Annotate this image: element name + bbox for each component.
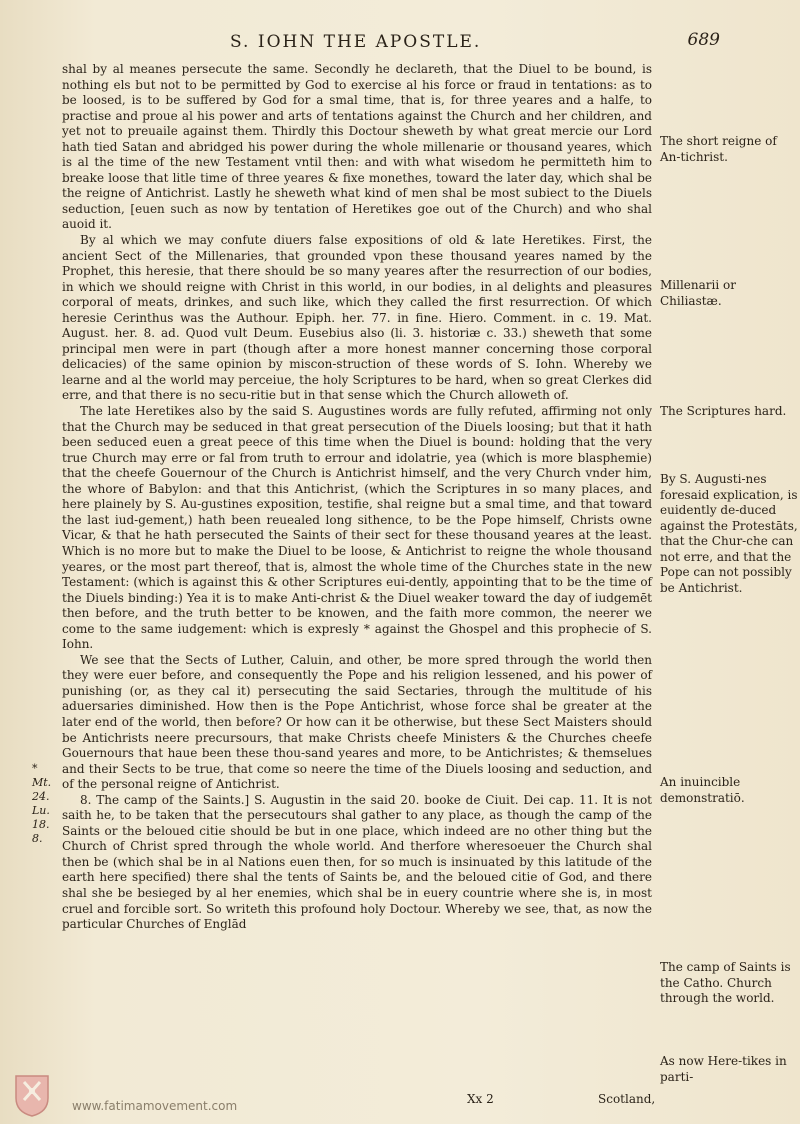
page-header bbox=[60, 30, 720, 60]
margin-note-augustines-explication: By S. Augusti-nes foresaid explication, is euidently de-duced against the Protestāts, that the Chur-che can not erre, and that the Pope can not possibly be Antichrist. bbox=[660, 472, 798, 595]
paragraph-2: By al which we may confute diuers false expositions of old & late Heretikes. First, the ancient Sect of the Millenaries, that grounded vpon these thousand yeares named by the Prophet, this heresie, that there should be so many yeares after the resurrection of our bodies, in which we should reigne with Christ in this world, in our bodies, in al delights and pleasures corporal of meats, drinkes, and such like, which they called the first resurrection. Of which heresie Cerinthus was the Authour. Epiph. her. 77. in fine. Hiero. Comment. in c. 19. Mat. August. her. 8. ad. Quod vult Deum. Eusebius also (li. 3. historiæ c. 33.) sheweth that some principal men were in part (though after a more honest manner concerning those corporal delicacies) of the same opinion by miscon-struction of these words of S. Iohn. Whereby we learne and al the world may perceiue, the holy Scriptures to be hard, when so great Clerkes did erre, and that there is no secu-ritie but in that sense which the Church alloweth of. bbox=[62, 233, 652, 403]
paragraph-3: The late Heretikes also by the said S. Augustines words are fully refuted, affirming not only that the Church may be seduced in that great persecution of the Diuels loosing; but that it hath been seduced euen a great peece of this time when the Diuel is bound: holding that the very true Church may erre or fal from truth to errour and idolatrie, yea (which is more blasphemie) that the cheefe Gouernour of the Church is Antichrist himself, and the very Church vnder him, the whore of Babylon: and that this Antichrist, (which the Scriptures in so many places, and here plainely by S. Au-gustines exposition, testifie, shal reigne but a smal time, and that toward the last iud-gement,) hath been reuealed long sithence, to be the Pope himself, Christs owne Vicar, & that he hath persecuted the Saints of their sect for these thousand yeares at the least. Which is no more but to make the Diuel to be loose, & Antichrist to reigne the whole thousand yeares, or the most part thereof, that is, almost the whole time of the Churches state in the new Testament: (which is against this & other Scriptures eui-dently, appointing that to be the time of the Diuels binding:) Yea it is to make Anti-christ & the Diuel weaker toward the day of iudgemēt then before, and the truth better to be knowen, and the faith more common, the neerer we come to the same iudgement: which is expresly * against the Ghospel and this prophecie of S. Iohn. bbox=[62, 404, 652, 652]
margin-note-scriptures-hard: The Scriptures hard. bbox=[660, 404, 787, 418]
paragraph-1: shal by al meanes persecute the same. Secondly he declareth, that the Diuel to be bound, is nothing els but not to be permitted by God to exercise al his force or fraud in tentations: as to be loosed, is to be suffered by God for a smal time, that is, for three yeares and a halfe, to practise and proue al his power and arts of tentations against the Church and her children, and yet not to preuaile against them. Thirdly this Doctour sheweth by what great mercie our Lord hath tied Satan and abridged his power during the whole millenarie or thousand yeares, which is al the time of the new Testament vntil then: and with what wisedom he permitteth him to breake loose that litle time of three yeares & fixe monethes, toward the later day, which shal be the reigne of Antichrist. Lastly he sheweth what kind of men shal be most subiect to the Diuels seduction, [euen such as now by tentation of Heretikes goe out of the Church) and who shal auoid it. bbox=[62, 62, 652, 232]
running-head: S. IOHN THE APOSTLE. bbox=[230, 32, 482, 52]
papal-arms-logo-icon bbox=[12, 1072, 52, 1118]
margin-note-short-reigne: The short reigne of An-tichrist. bbox=[660, 134, 777, 164]
paragraph-5: 8. The camp of the Saints.] S. Augustin in the said 20. booke de Ciuit. Dei cap. 11. It is not saith he, to be taken that the persecutours shal gather to any place, as though the camp of the Saints or the beloued citie should be but in one place, which indeed are no other thing but the Church of Christ spred through the whole world. And therfore wheresoeuer the Church shal then be (which shal be in al Nations euen then, for so much is insinuated by this latitude of the earth here specified) there shal the tents of Saints be, and the beloued citie of God, and there shal she be besieged by al her enemies, which shal be in euery countrie where she is, in most cruel and forcible sort. So writeth this profound holy Doctour. Whereby we see, that, as now the particular Churches of Englād bbox=[62, 792, 652, 932]
margin-note-heretikes: As now Here-tikes in parti- bbox=[660, 1054, 787, 1084]
main-text bbox=[62, 62, 652, 933]
watermark-site: www.fatimamovement.com bbox=[72, 1099, 238, 1113]
catchword: Scotland, bbox=[598, 1092, 656, 1106]
margin-note-demonstration: An inuincible demonstratiō. bbox=[660, 775, 745, 805]
signature-mark: Xx 2 bbox=[467, 1092, 494, 1106]
margin-note-camp-of-saints: The camp of Saints is the Catho. Church through the world. bbox=[660, 960, 791, 1005]
margin-note-scripture-reference: * Mt. 24. Lu. 18. 8. bbox=[32, 762, 52, 845]
margin-note-millenarii: Millenarii or Chiliastæ. bbox=[660, 278, 736, 308]
page-number: 689 bbox=[687, 30, 720, 50]
paragraph-4: We see that the Sects of Luther, Caluin, and other, be more spred through the world then they were euer before, and consequently the Pope and his religion lessened, and his power of punishing (or, as they cal it) persecuting the said Sectaries, through the multitude of his aduersaries diminished. How then is the Pope Antichrist, whose force shal be greater at the later end of the world, then before? Or how can it be otherwise, but these Sect Maisters should be Antichrists neere precursours, that make Christs cheefe Ministers & the Churches cheefe Gouernours that haue been these thou-sand yeares and more, to be Antichristes; & themselues and their Sects to be true, that come so neere the time of the Diuels loosing and seduction, and of the personal reigne of Antichrist. bbox=[62, 652, 652, 792]
